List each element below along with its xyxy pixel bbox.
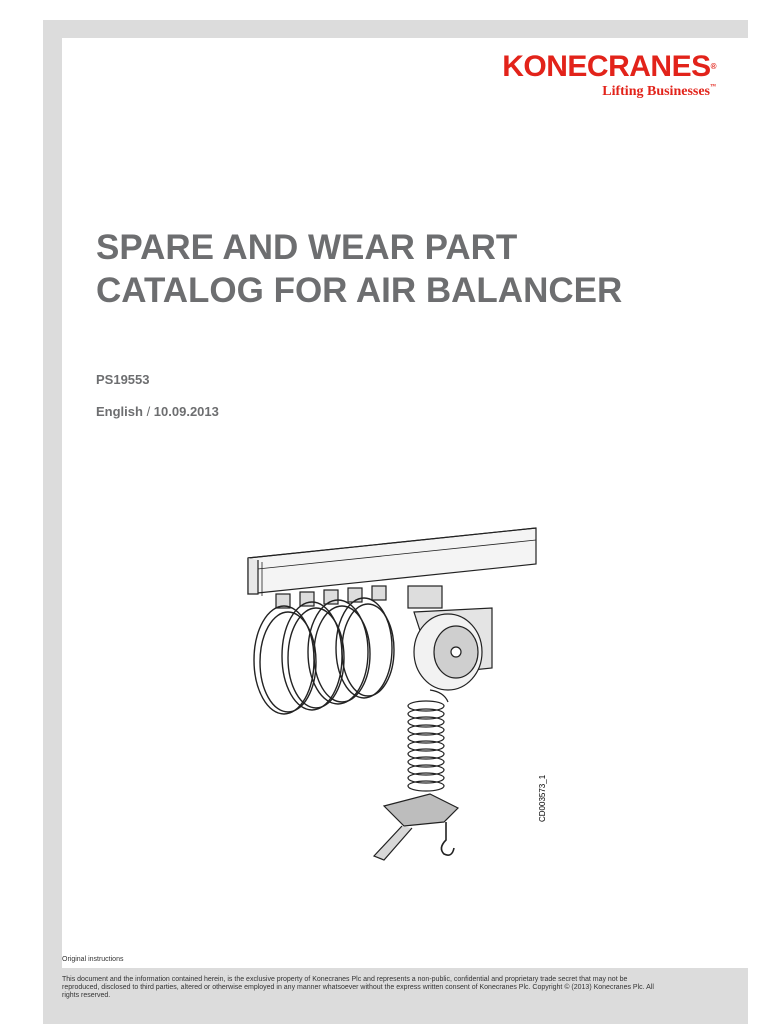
air-balancer-illustration-icon [234,522,554,866]
title-line-2: CATALOG FOR AIR BALANCER [96,271,623,310]
separator: / [142,404,154,419]
brand-logo [502,52,716,100]
coil-hose [408,690,448,791]
brand-name: KONECRANES® [502,50,716,83]
original-instructions: Original instructions [62,956,124,963]
language: English [96,404,143,419]
document-id: PS19553 [96,372,150,387]
date: 10.09.2013 [153,404,219,419]
figure-code: CD003573_1 [538,774,547,822]
hose-loops [254,598,394,714]
rail [248,528,536,594]
hook [441,822,454,855]
page-title [96,226,736,312]
language-date [96,404,219,419]
control-handle [384,794,458,826]
trolleys [276,586,442,608]
brand-tagline: Lifting Businesses™ [602,84,716,99]
legal-notice: This document and the information contained herein, is the exclusive property of Konecranes Plc and represents a non-public, confidential and proprietary trade secret that may not be reproduced, disclosed to third parties, altered or otherwise employed in any manner whatsoever without the express written consent of Konecranes Plc. Copyright © (2013) Konecranes Plc. All rights reserved. [62,976,654,999]
title-line-1: SPARE AND WEAR PART [96,228,518,267]
